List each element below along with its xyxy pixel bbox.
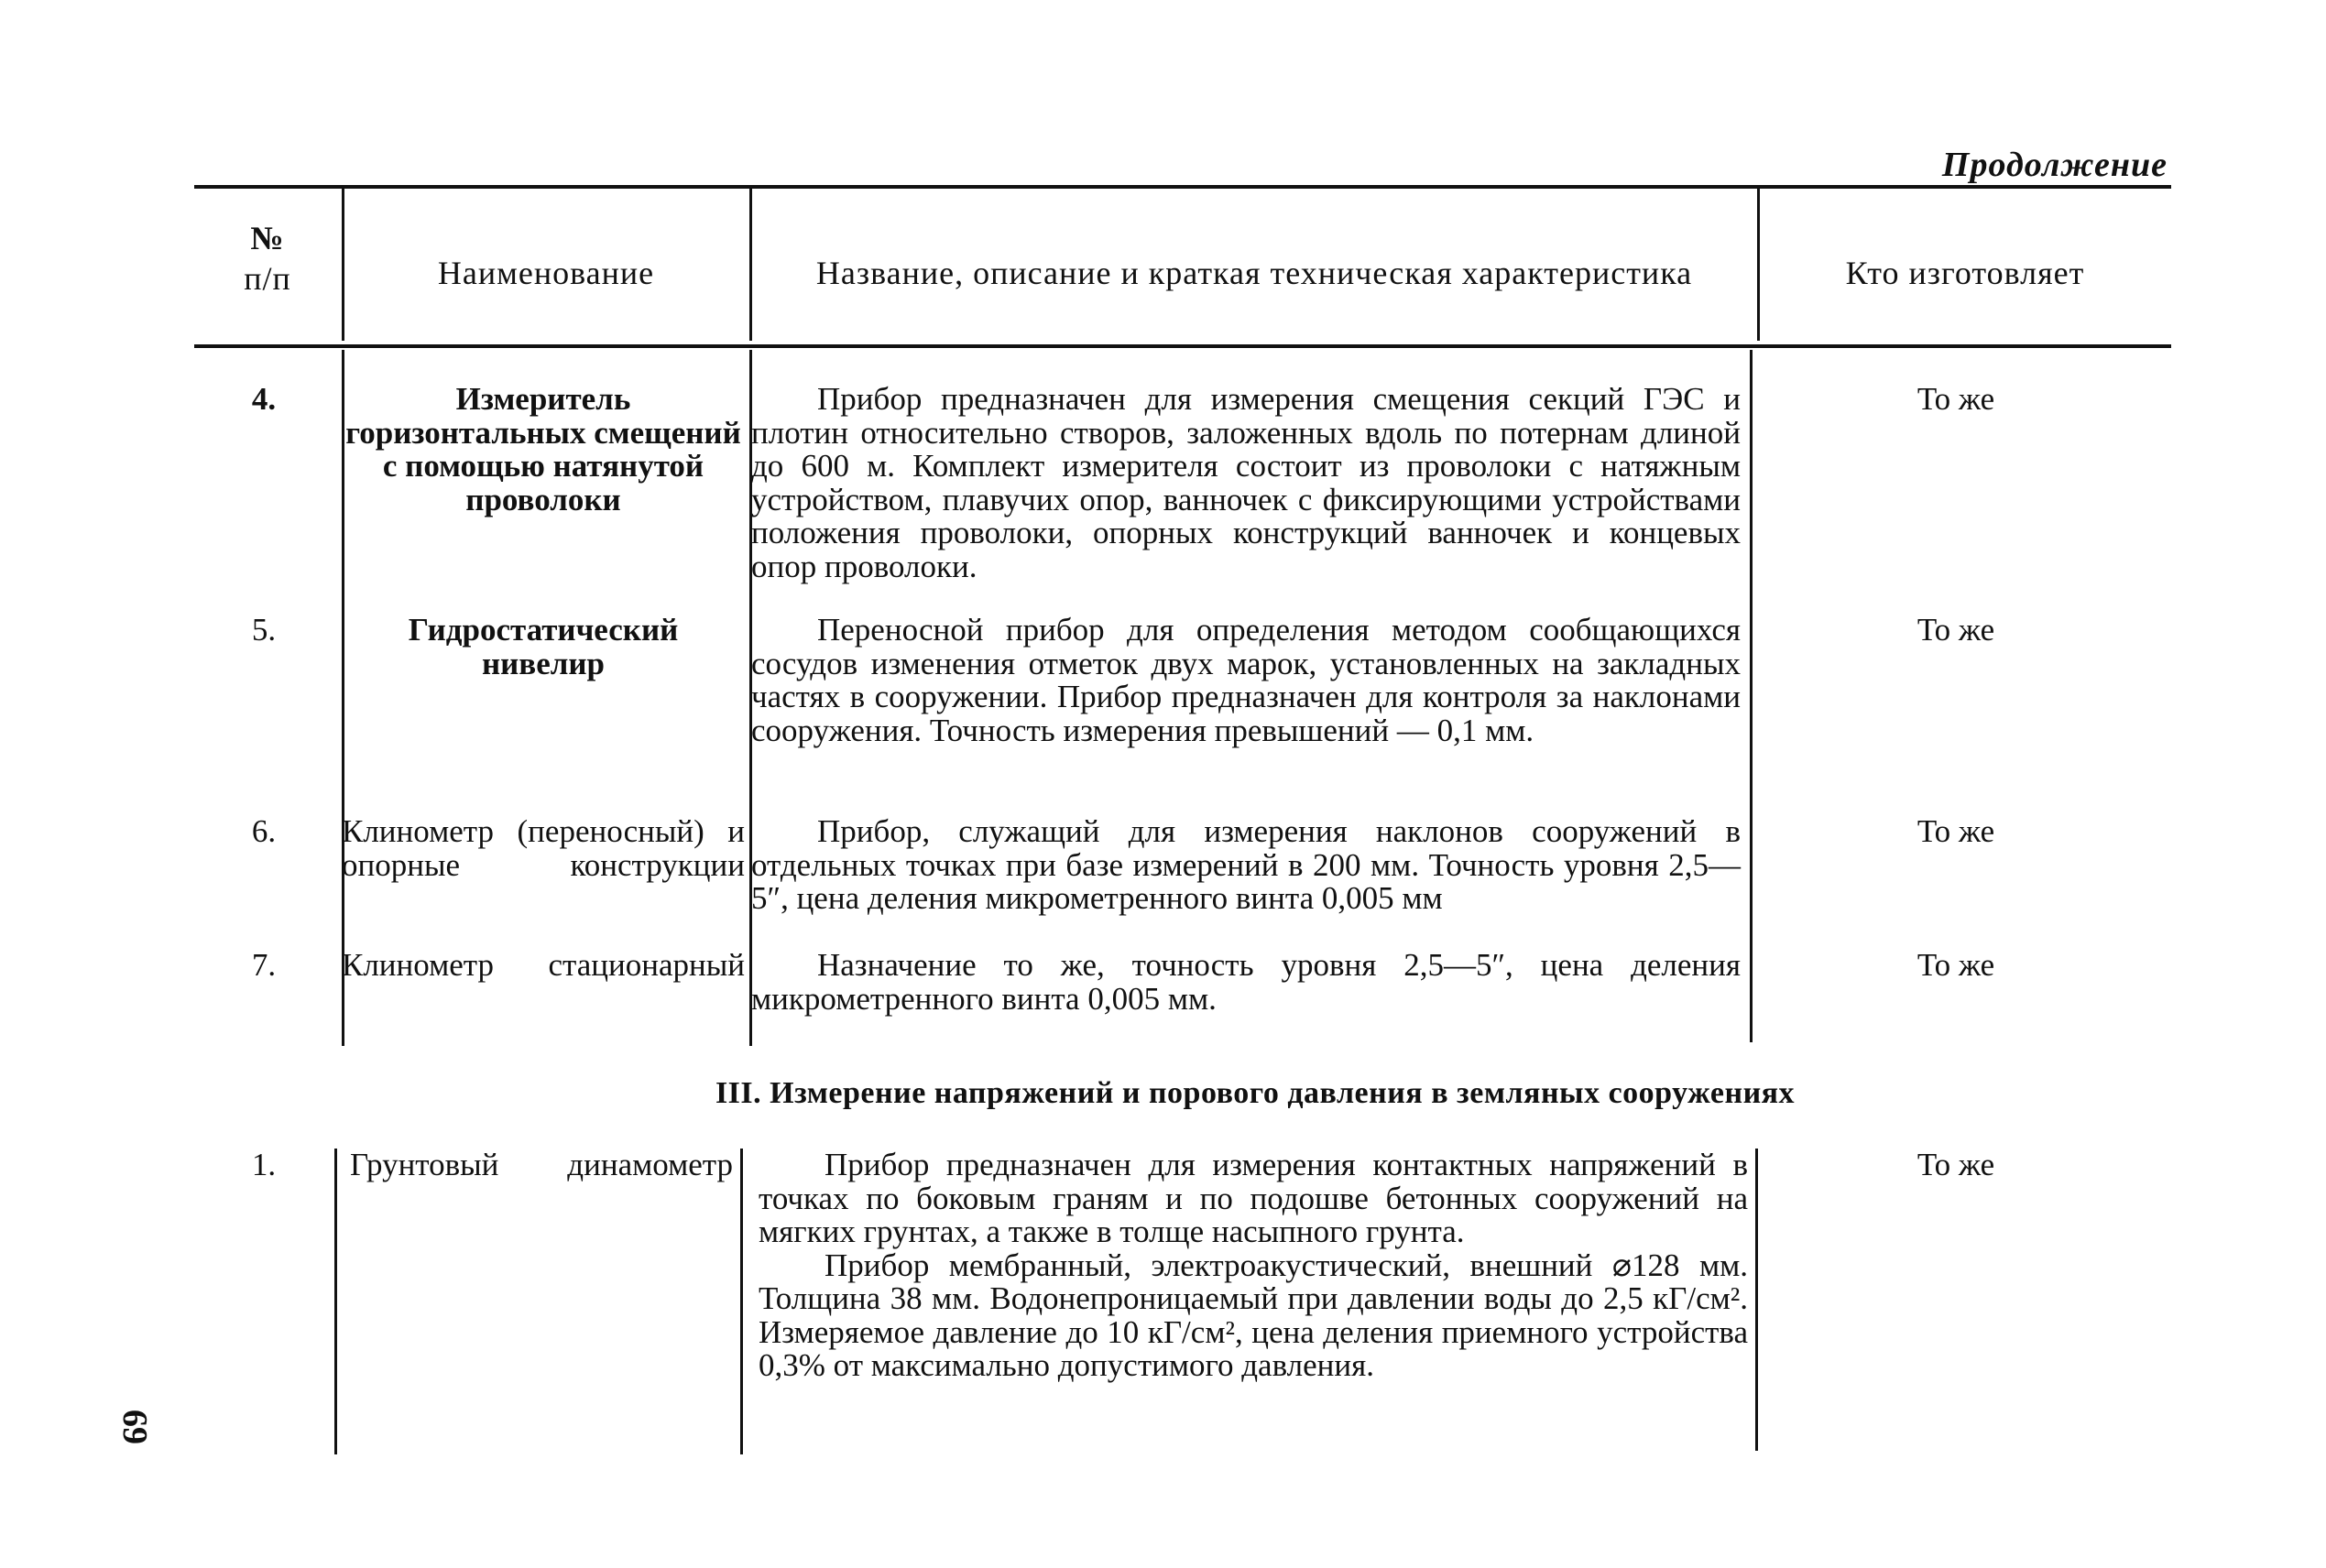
header-divider-2 <box>749 189 752 341</box>
row-description <box>751 949 1741 1016</box>
header-name: Наименование <box>437 255 655 291</box>
header-description: Название, описание и краткая техническая характеристика <box>815 255 1693 291</box>
header-maker: Кто изготовляет <box>1845 255 2085 291</box>
page-number: 69 <box>115 1410 154 1444</box>
row-description <box>751 383 1741 583</box>
row-description-paragraph: Прибор, служащий для измерения наклонов сооружений в отдельных точках при базе измерений в 200 мм. Точность уровня 2,5—5″, цена деления микрометренного винта 0,005 мм <box>751 813 1741 916</box>
body-divider-3 <box>1750 350 1753 1042</box>
row-num: 7. <box>251 947 277 983</box>
row-name: Клинометр стационарный <box>342 947 745 983</box>
header-num-abbr: п/п <box>244 260 291 297</box>
row-description-paragraph: Прибор предназначен для измерения смещения секций ГЭС и плотин относительно створов, заложенных вдоль по потернам длиной до 600 м. Комплект измерителя состоит из проволоки с натяжным устройством, плавучих опор, ванночек с фиксирующими устройствами положения проволоки, опорных конструкций ванночек и концевых опор проволоки. <box>751 381 1741 584</box>
row-maker: То же <box>1916 1147 1995 1182</box>
row-num: 6. <box>251 813 277 849</box>
row-description <box>751 815 1741 916</box>
row-name: Гидростатический нивелир <box>408 612 679 681</box>
row-maker: То же <box>1916 612 1995 648</box>
header-divider-3 <box>1757 189 1760 341</box>
row-description-paragraph: Переносной прибор для определения методом сообщающихся сосудов изменения отметок двух марок, установленных на закладных частях в сооружении. Прибор предназначен для контроля за наклонами сооружения. Точность измерения превышений — 0,1 мм. <box>751 612 1741 748</box>
row-num: 1. <box>251 1147 277 1182</box>
row-maker: То же <box>1916 813 1995 849</box>
body-divider-3-lower <box>1755 1149 1758 1451</box>
header-bottom-rule <box>194 344 2171 348</box>
row-name: Измеритель горизонтальных смещений с помощью натянутой проволоки <box>345 381 741 517</box>
continuation-label: Продолжение <box>1941 146 2168 184</box>
row-num: 4. <box>251 381 277 417</box>
row-maker: То же <box>1916 381 1995 417</box>
header-num <box>194 218 341 299</box>
row-description-paragraph: Прибор мембранный, электроакустический, внешний ⌀128 мм. Толщина 38 мм. Водонепроницаемый при давлении воды до 2,5 кГ/см². Измеряемое давление до 10 кГ/см², цена деления приемного устройства 0,3% от максимально допустимого давления. <box>759 1247 1748 1383</box>
row-description-paragraph: Прибор предназначен для измерения контактных напряжений в точках по боковым граням и по подошве бетонных сооружений на мягких грунтах, а также в толще насыпного грунта. <box>759 1147 1748 1249</box>
row-name: Клинометр (переносный) и опорные конструкции <box>342 813 745 883</box>
row-maker: То же <box>1916 947 1995 983</box>
table-top-rule <box>194 185 2171 189</box>
row-name: Грунтовый динамометр <box>350 1147 733 1182</box>
row-num: 5. <box>251 612 277 648</box>
body-divider-2-lower <box>740 1149 743 1454</box>
header-num-symbol: № <box>250 220 285 256</box>
section-title: III. Измерение напряжений и порового давления в земляных сооружениях <box>715 1076 1796 1110</box>
row-description <box>759 1149 1748 1383</box>
row-description-paragraph: Назначение то же, точность уровня 2,5—5″, цена деления микрометренного винта 0,005 мм. <box>751 947 1741 1017</box>
body-divider-1-lower <box>334 1149 337 1454</box>
row-description <box>751 614 1741 747</box>
